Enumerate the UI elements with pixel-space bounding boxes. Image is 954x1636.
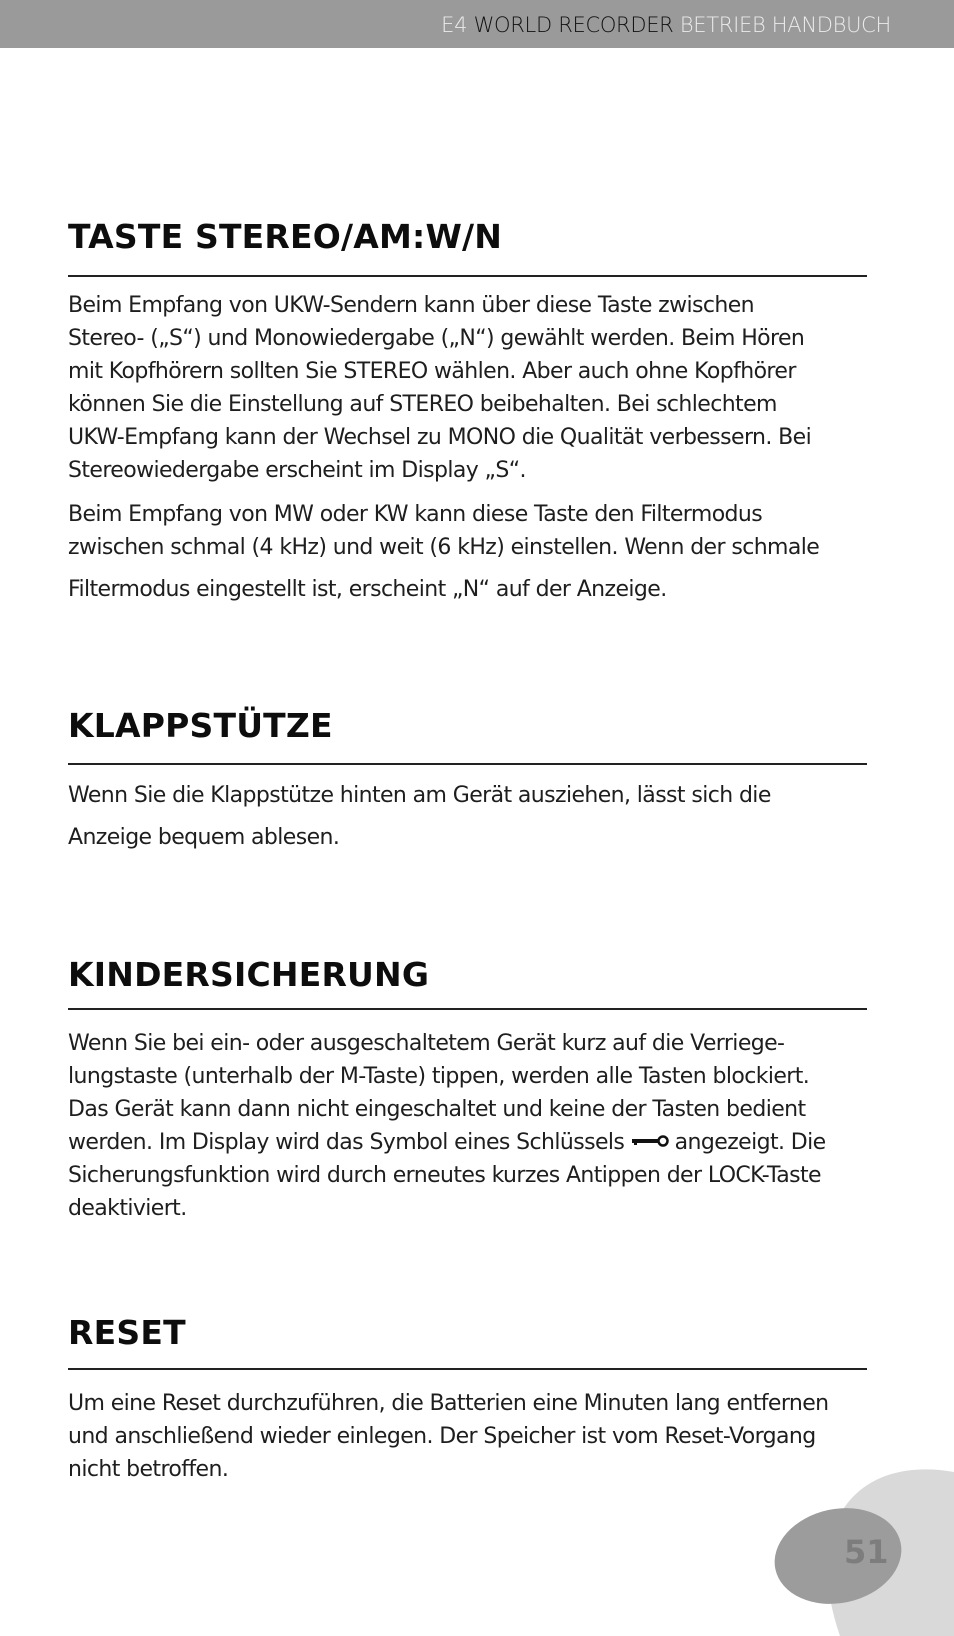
text-line: UKW-Empfang kann der Wechsel zu MONO die Qualität verbessern. Bei bbox=[68, 425, 812, 450]
text-line: werden. Im Display wird das Symbol eines Schlüssels bbox=[68, 1130, 625, 1155]
text-line: Wenn Sie die Klappstütze hinten am Gerät ausziehen, lässt sich die bbox=[68, 783, 771, 808]
text-line: nicht betroffen. bbox=[68, 1457, 229, 1482]
text-line: Beim Empfang von MW oder KW kann diese Taste den Filtermodus bbox=[68, 502, 763, 527]
text-line: Anzeige bequem ablesen. bbox=[68, 825, 340, 850]
text-line: angezeigt. Die bbox=[674, 1130, 826, 1155]
text-line: Stereowiedergabe erscheint im Display „S“. bbox=[68, 458, 526, 483]
text-line: mit Kopfhörern sollten Sie STEREO wählen. Aber auch ohne Kopfhörer bbox=[68, 359, 796, 384]
header-product: WORLD RECORDER bbox=[473, 13, 674, 37]
text-line: Wenn Sie bei ein- oder ausgeschaltetem Gerät kurz auf die Verriege- bbox=[68, 1031, 785, 1056]
section-heading-stereo: TASTE STEREO/AM:W/N bbox=[68, 217, 503, 256]
section-heading-kindersicherung: KINDERSICHERUNG bbox=[68, 955, 430, 994]
text-line: Stereo- („S“) und Monowiedergabe („N“) gewählt werden. Beim Hören bbox=[68, 326, 805, 351]
header-doc-title: BETRIEB HANDBUCH bbox=[679, 13, 891, 37]
text-line: zwischen schmal (4 kHz) und weit (6 kHz) einstellen. Wenn der schmale bbox=[68, 535, 820, 560]
text-line: deaktiviert. bbox=[68, 1196, 187, 1221]
text-line: Um eine Reset durchzuführen, die Batterien eine Minuten lang entfernen bbox=[68, 1391, 829, 1416]
text-line: Das Gerät kann dann nicht eingeschaltet und keine der Tasten bedient bbox=[68, 1097, 806, 1122]
text-line: können Sie die Einstellung auf STEREO beibehalten. Bei schlechtem bbox=[68, 392, 777, 417]
text-line: Sicherungsfunktion wird durch erneutes kurzes Antippen der LOCK-Taste bbox=[68, 1163, 821, 1188]
header-model: E4 bbox=[441, 13, 468, 37]
text-line: lungstaste (unterhalb der M-Taste) tippen, werden alle Tasten blockiert. bbox=[68, 1064, 810, 1089]
text-line: Filtermodus eingestellt ist, erscheint „N“ auf der Anzeige. bbox=[68, 577, 667, 602]
section-heading-klappstuetze: KLAPPSTÜTZE bbox=[68, 706, 333, 745]
text-line: Beim Empfang von UKW-Sendern kann über diese Taste zwischen bbox=[68, 293, 755, 318]
text-line: und anschließend wieder einlegen. Der Speicher ist vom Reset-Vorgang bbox=[68, 1424, 816, 1449]
page-number: 51 bbox=[844, 1533, 889, 1571]
section-heading-reset: RESET bbox=[68, 1313, 186, 1352]
